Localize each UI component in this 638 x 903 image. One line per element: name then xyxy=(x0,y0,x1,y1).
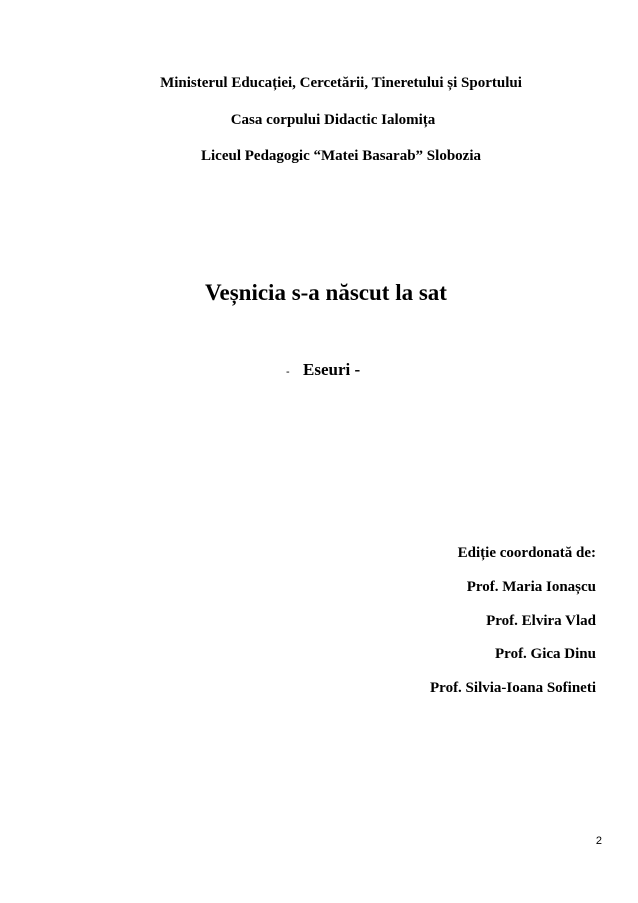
subtitle-dash: - xyxy=(286,366,290,378)
page-number: 2 xyxy=(595,835,602,847)
coordination-heading: Ediție coordonată de: xyxy=(457,545,596,561)
header-teachers-house: Casa corpului Didactic Ialomița xyxy=(230,112,436,128)
header-school: Liceul Pedagogic “Matei Basarab” Slobozia xyxy=(201,148,481,164)
coordinator-name: Prof. Maria Ionașcu xyxy=(466,579,596,595)
coordinator-name: Prof. Elvira Vlad xyxy=(486,613,596,629)
document-title: Veșnicia s-a născut la sat xyxy=(205,280,447,305)
header-ministry: Ministerul Educației, Cercetării, Tineretului și Sportului xyxy=(160,75,522,91)
coordinator-name: Prof. Silvia-Ioana Sofineti xyxy=(430,680,596,696)
coordinator-name: Prof. Gica Dinu xyxy=(495,646,596,662)
document-subtitle: Eseuri - xyxy=(303,360,361,379)
